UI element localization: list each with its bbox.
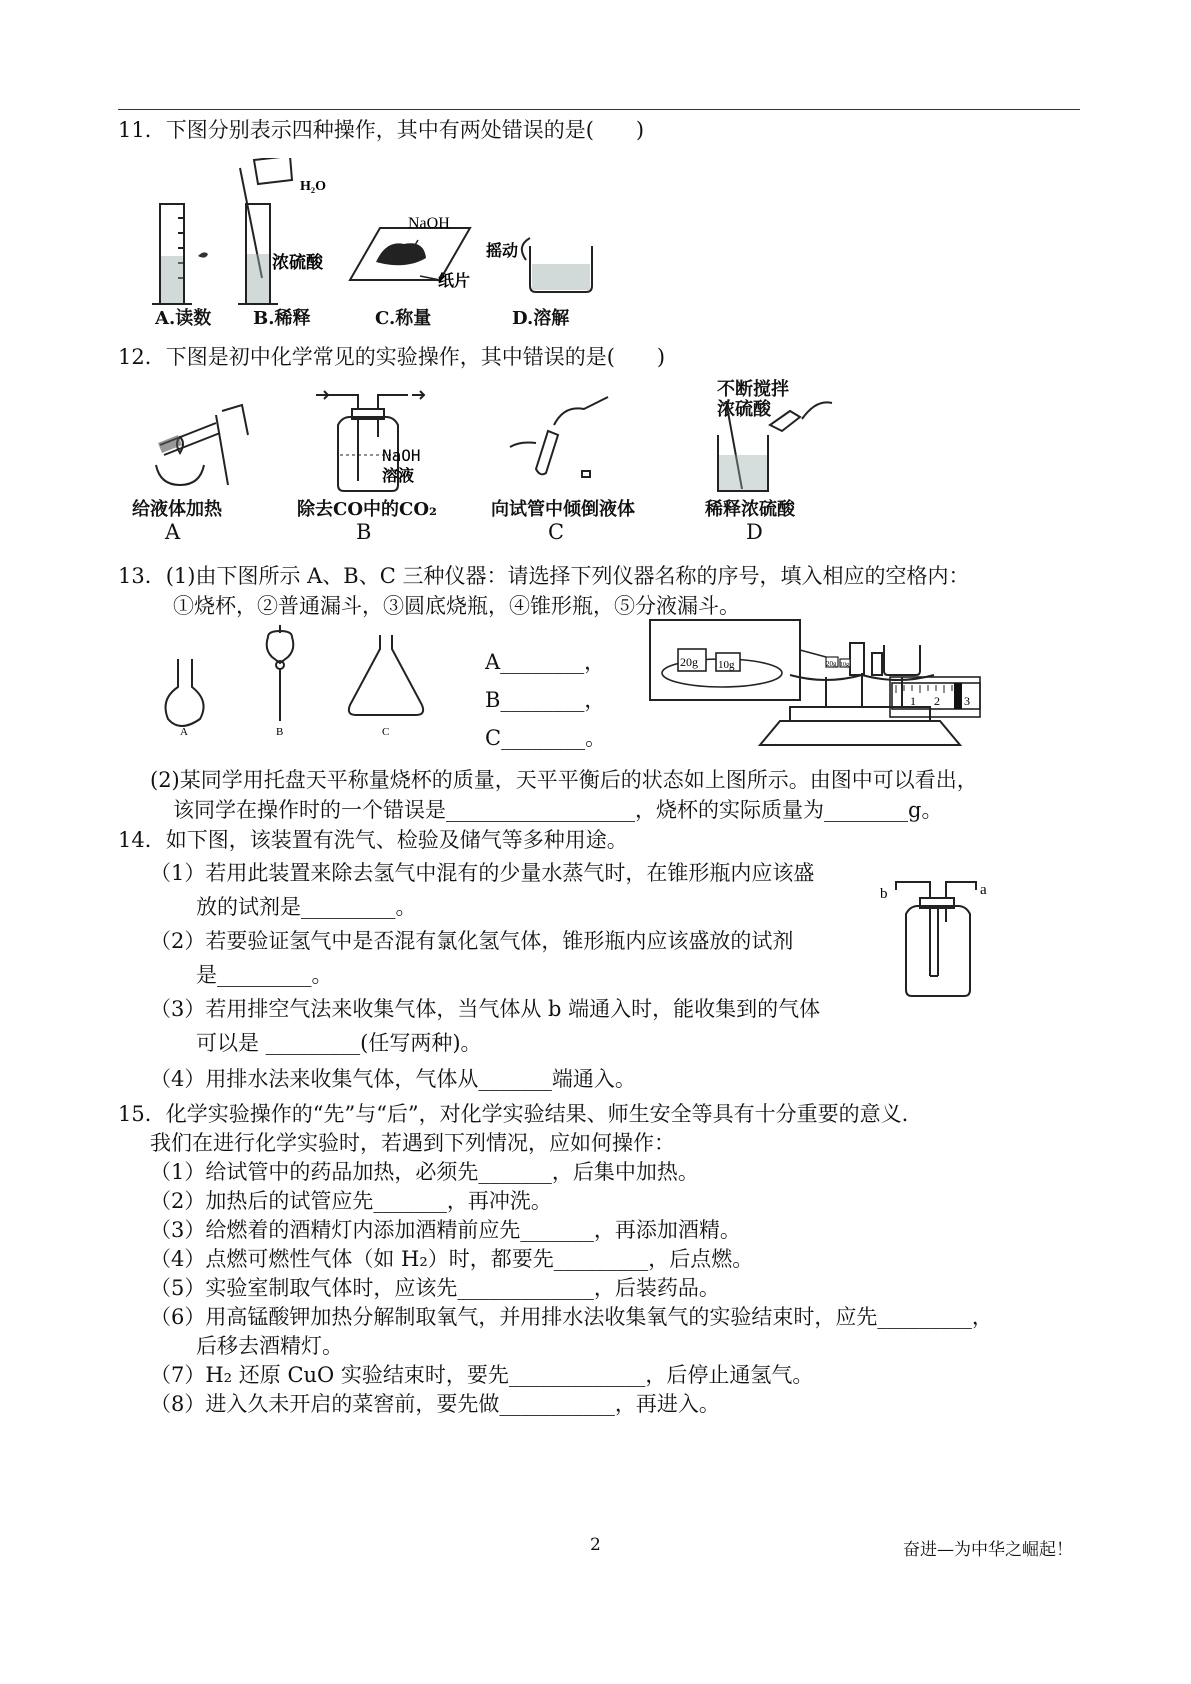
q12-caption-a: 给液体加热: [132, 499, 222, 520]
q15-line-5[interactable]: （3）给燃着的酒精灯内添加酒精前应先_______，再添加酒精。: [150, 1218, 741, 1242]
q14-port-a: a: [980, 882, 987, 898]
q11-label-naoh: NaOH: [408, 215, 450, 232]
q11-label-water: H₂O: [300, 179, 326, 194]
q11-figure: [150, 158, 640, 318]
q13-part2-line2[interactable]: 该同学在操作时的一个错误是__________________，烧杯的实际质量为________g。: [173, 798, 943, 822]
q13-fig-label-b: B: [276, 726, 284, 737]
q15-line-4[interactable]: （2）加热后的试管应先_______，再冲洗。: [150, 1189, 552, 1213]
q14-line-7[interactable]: （4）用排水法来收集气体，气体从_______端通入。: [150, 1067, 636, 1091]
q11-label-shake: 摇动: [486, 241, 519, 260]
q13-fig-label-a: A: [180, 726, 188, 737]
balance-small-10g: 10g: [840, 662, 849, 668]
gas-washing-bottle: [896, 882, 976, 996]
q11-caption-c: C.称量: [375, 308, 432, 329]
q13-blank-c[interactable]: C________。: [485, 726, 607, 750]
q12-letter-a: A: [165, 520, 181, 544]
q12-caption-b: 除去CO中的CO₂: [297, 499, 437, 520]
scale-label-1: 1: [910, 694, 916, 708]
balance-weight-20g: 20g: [680, 655, 698, 669]
q13-part1-line1: 13．(1)由下图所示 A、B、C 三种仪器：请选择下列仪器名称的序号，填入相应的空格内：: [118, 564, 970, 588]
q12-letter-c: C: [548, 520, 565, 544]
q15-line-9: 后移去酒精灯。: [196, 1334, 343, 1358]
footer-motto: 奋进—为中华之崛起！: [903, 1540, 1073, 1560]
q15-line-8[interactable]: （6）用高锰酸钾加热分解制取氧气，并用排水法收集氧气的实验结束时，应先_________，: [150, 1305, 993, 1329]
q15-line-7[interactable]: （5）实验室制取气体时，应该先_____________，后装药品。: [150, 1276, 720, 1300]
round-flask: [166, 659, 204, 726]
q11-label-paper: 纸片: [438, 271, 471, 290]
q13-part2-line1: (2)某同学用托盘天平称量烧杯的质量，天平平衡后的状态如上图所示。由图中可以看出，: [150, 768, 978, 792]
q14-line-1: （1）若用此装置来除去氢气中混有的少量水蒸气时，在锥形瓶内应该盛: [150, 861, 815, 885]
q13-part1-line2: ①烧杯，②普通漏斗，③圆底烧瓶，④锥形瓶，⑤分液漏斗。: [173, 594, 740, 618]
q11-label-acid: 浓硫酸: [272, 253, 323, 273]
q13-balance-figure: [640, 615, 1060, 755]
q12-label-naoh: NaOH: [382, 446, 421, 465]
q12-letter-b: B: [356, 520, 372, 544]
page-number: 2: [590, 1535, 601, 1555]
q12-fig-c: [510, 397, 608, 477]
header-rule: [118, 109, 1080, 110]
q15-line-1: 15．化学实验操作的“先”与“后”，对化学实验结果、师生安全等具有十分重要的意义.: [118, 1102, 909, 1126]
q12-label-stir: 不断搅拌: [717, 379, 789, 400]
q12-letter-d: D: [746, 520, 763, 544]
q11-caption-b: B.稀释: [253, 308, 311, 329]
q14-stem: 14．如下图，该装置有洗气、检验及储气等多种用途。: [118, 828, 628, 852]
q11-naoh-pile: [376, 243, 426, 265]
balance-weight-10g: 10g: [718, 659, 735, 671]
q11-stem: 11．下图分别表示四种操作，其中有两处错误的是( ): [118, 118, 645, 142]
q14-line-6[interactable]: 可以是 _________(任写两种)。: [196, 1031, 482, 1055]
scale-label-2: 2: [934, 694, 940, 708]
q12-label-conc-acid: 浓硫酸: [717, 399, 771, 420]
q14-line-3: （2）若要验证氢气中是否混有氯化氢气体，锥形瓶内应该盛放的试剂: [150, 929, 794, 953]
q14-line-4[interactable]: 是_________。: [196, 963, 333, 987]
q14-line-2[interactable]: 放的试剂是_________。: [196, 895, 417, 919]
q14-gas-bottle-figure: [868, 868, 1028, 1003]
q11-caption-a: A.读数: [155, 308, 212, 329]
q14-port-b: b: [880, 886, 888, 902]
scale-label-3: 3: [964, 694, 970, 708]
eye-icon: [198, 252, 208, 257]
q13-fig-label-c: C: [382, 726, 390, 737]
q12-label-solution: 溶液: [382, 466, 415, 485]
q15-line-6[interactable]: （4）点燃可燃性气体（如 H₂）时，都要先_________，后点燃。: [150, 1247, 754, 1271]
q11-caption-d: D.溶解: [512, 308, 570, 329]
q12-stem: 12．下图是初中化学常见的实验操作，其中错误的是( ): [118, 345, 666, 369]
q15-line-3[interactable]: （1）给试管中的药品加热，必须先_______，后集中加热。: [150, 1160, 699, 1184]
balance-body: [760, 643, 960, 745]
q12-caption-c: 向试管中倾倒液体: [491, 499, 635, 520]
scale-ticks: [896, 685, 960, 693]
q12-caption-d: 稀释浓硫酸: [705, 499, 795, 520]
scale-rider: [954, 683, 962, 709]
q15-line-11[interactable]: （8）进入久未开启的菜窖前，要先做___________，再进入。: [150, 1392, 720, 1416]
q15-line-10[interactable]: （7）H₂ 还原 CuO 实验结束时，要先_____________，后停止通氢气。: [150, 1363, 814, 1387]
q13-blank-a[interactable]: A________，: [485, 650, 606, 674]
q15-line-2: 我们在进行化学实验时，若遇到下列情况，应如何操作：: [150, 1131, 675, 1155]
conical-flask: [349, 635, 423, 715]
q14-line-5: （3）若用排空气法来收集气体，当气体从 b 端通入时，能收集到的气体: [150, 997, 821, 1021]
separatory-funnel: [267, 625, 294, 721]
q13-instruments: [160, 625, 450, 737]
q13-blank-b[interactable]: B________，: [485, 688, 606, 712]
balance-small-20g: 20g: [826, 660, 837, 668]
